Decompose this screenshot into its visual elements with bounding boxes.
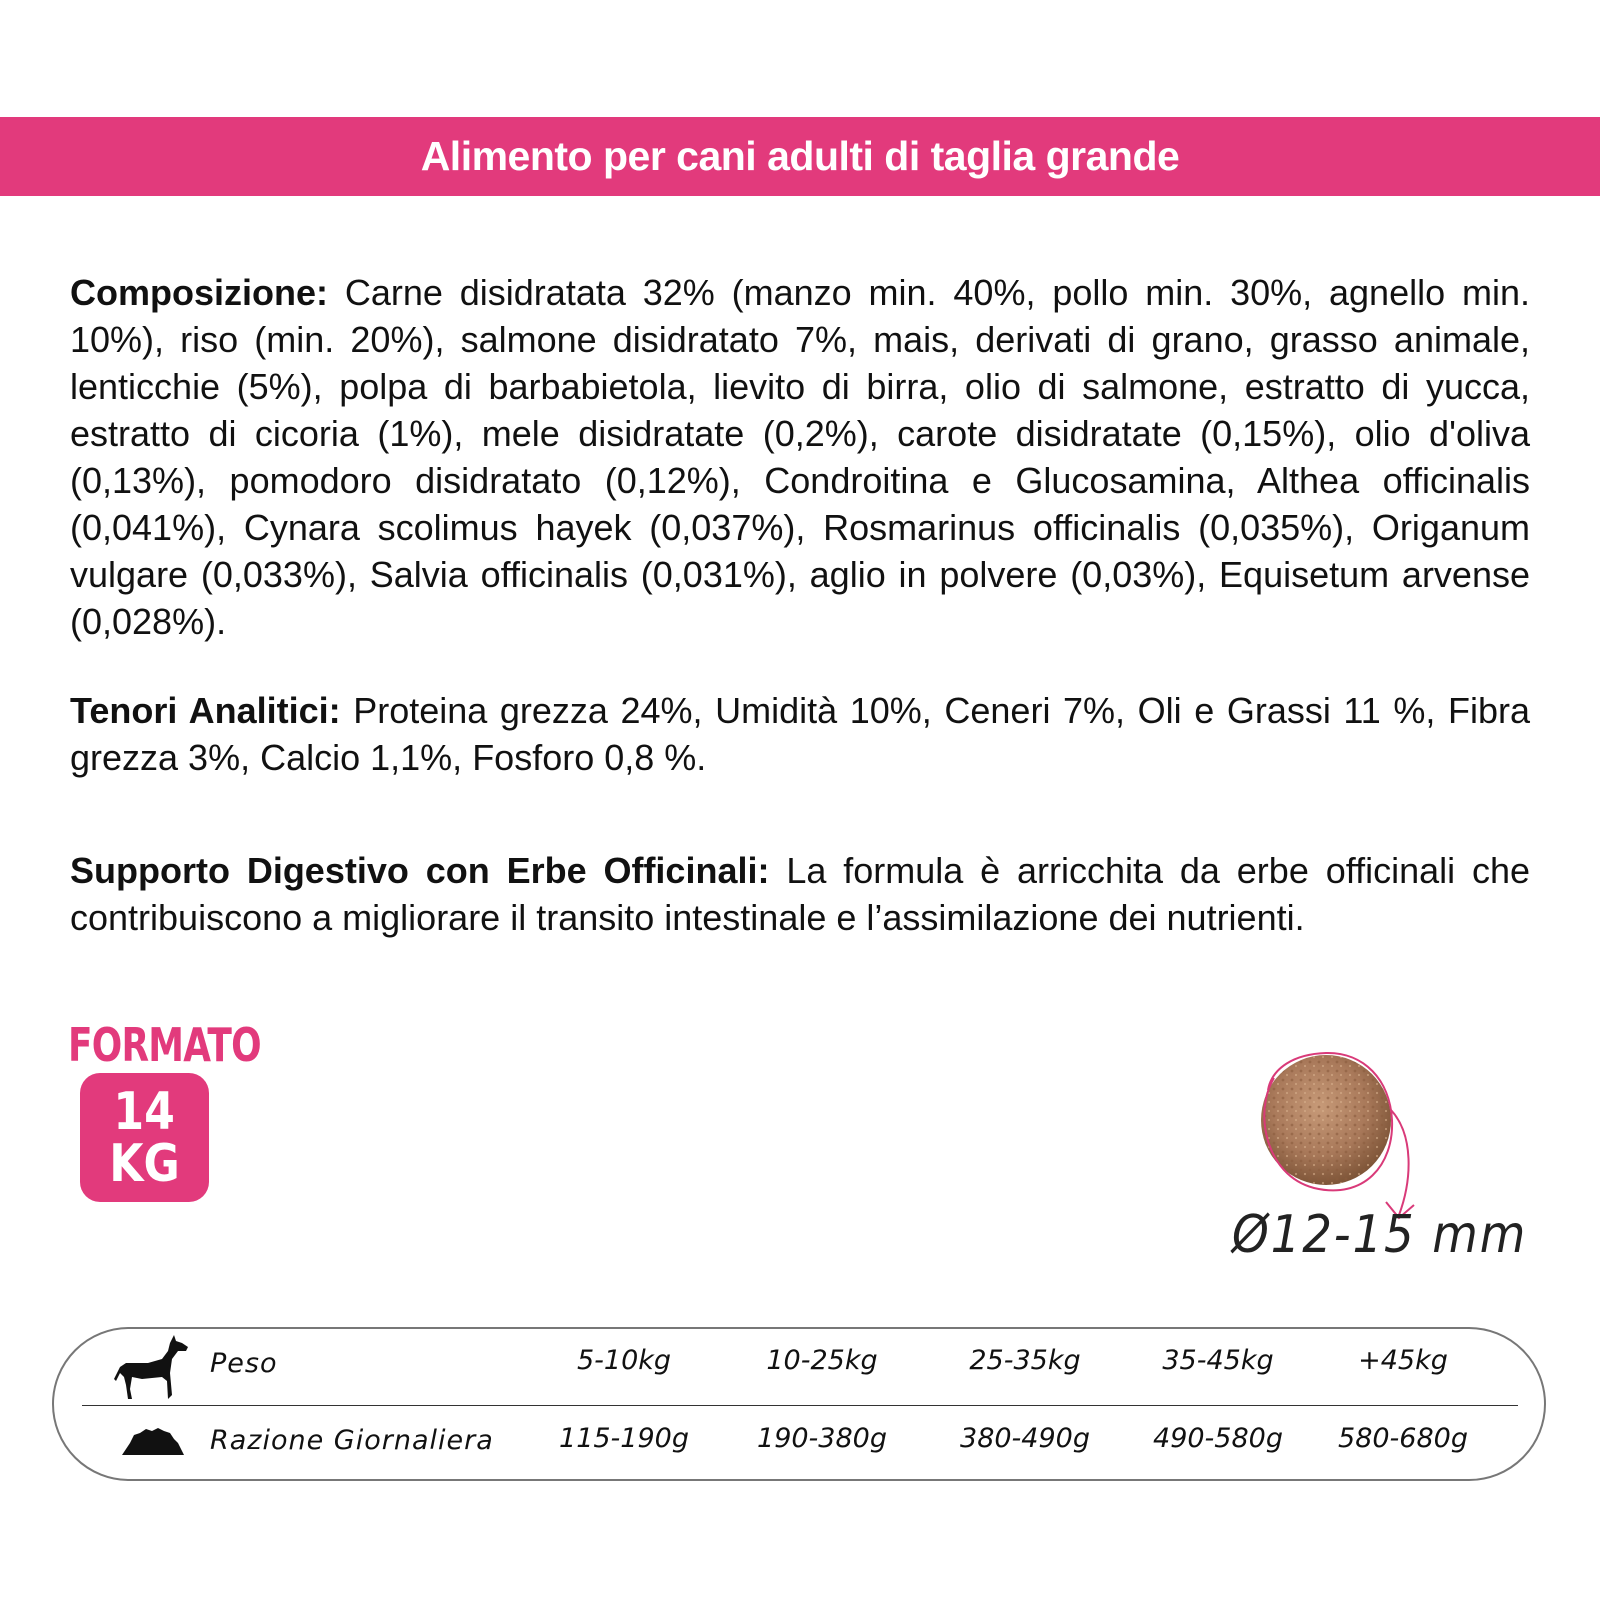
digestive-label: Supporto Digestivo con Erbe Officinali: [70, 850, 770, 891]
food-pile-icon [120, 1425, 186, 1457]
format-badge [80, 1073, 209, 1202]
digestive-text: La formula è arricchita da erbe officinali che contribuiscono a migliorare il transito intestinale e l’assimilazione dei nutrienti. [70, 850, 1531, 938]
ration-cell: 580-680g [1338, 1423, 1468, 1454]
feeding-table-divider [82, 1405, 1518, 1406]
kibble-size-label: Ø12-15 mm [1232, 1205, 1528, 1265]
ration-cell: 115-190g [559, 1423, 689, 1454]
product-title: Alimento per cani adulti di taglia grande [420, 133, 1180, 179]
format-value-unit: KG [109, 1133, 180, 1194]
weight-cell: +45kg [1358, 1345, 1448, 1376]
digestive-section [70, 847, 1530, 941]
weight-cell: 10-25kg [766, 1345, 878, 1376]
ration-row-label: Razione Giornaliera [210, 1425, 494, 1456]
ration-cell: 490-580g [1153, 1423, 1283, 1454]
ration-cell: 190-380g [757, 1423, 887, 1454]
weight-row-label: Peso [210, 1348, 278, 1379]
weight-cell: 25-35kg [969, 1345, 1081, 1376]
ration-cell: 380-490g [960, 1423, 1090, 1454]
format-value-number: 14 [113, 1081, 176, 1142]
composition-text: Carne disidratata 32% (manzo min. 40%, pollo min. 30%, agnello min. 10%), riso (min. 20%), salmone disidratato 7%, mais, derivati di grano, grasso animale, lenticchie (5%), polpa di barbabietola, lievito di birra, olio di salmone, estratto di yucca, estratto di cicoria (1%), mele disidratate (0,2%), carote disidratate (0,15%), olio d'oliva (0,13%), pomodoro disidratato (0,12%), Condroitina e Glucosamina, Althea officinalis (0,041%), Cynara scolimus hayek (0,037%), Rosmarinus officinalis (0,035%), Origanum vulgare (0,033%), Salvia officinalis (0,031%), aglio in polvere (0,03%), Equisetum arvense (0,028%). [70, 272, 1530, 642]
weight-cell: 5-10kg [576, 1345, 672, 1376]
analytical-label: Tenori Analitici: [70, 690, 341, 731]
analytical-section [70, 687, 1530, 781]
format-label: FORMATO [68, 1018, 261, 1072]
composition-label: Composizione: [70, 272, 328, 313]
weight-cell: 35-45kg [1162, 1345, 1274, 1376]
dog-silhouette-icon [112, 1333, 192, 1401]
analytical-text: Proteina grezza 24%, Umidità 10%, Ceneri 7%, Oli e Grassi 11 %, Fibra grezza 3%, Calcio 1,1%, Fosforo 0,8 %. [70, 690, 1530, 778]
product-title-banner [0, 117, 1600, 196]
composition-section [70, 269, 1530, 645]
